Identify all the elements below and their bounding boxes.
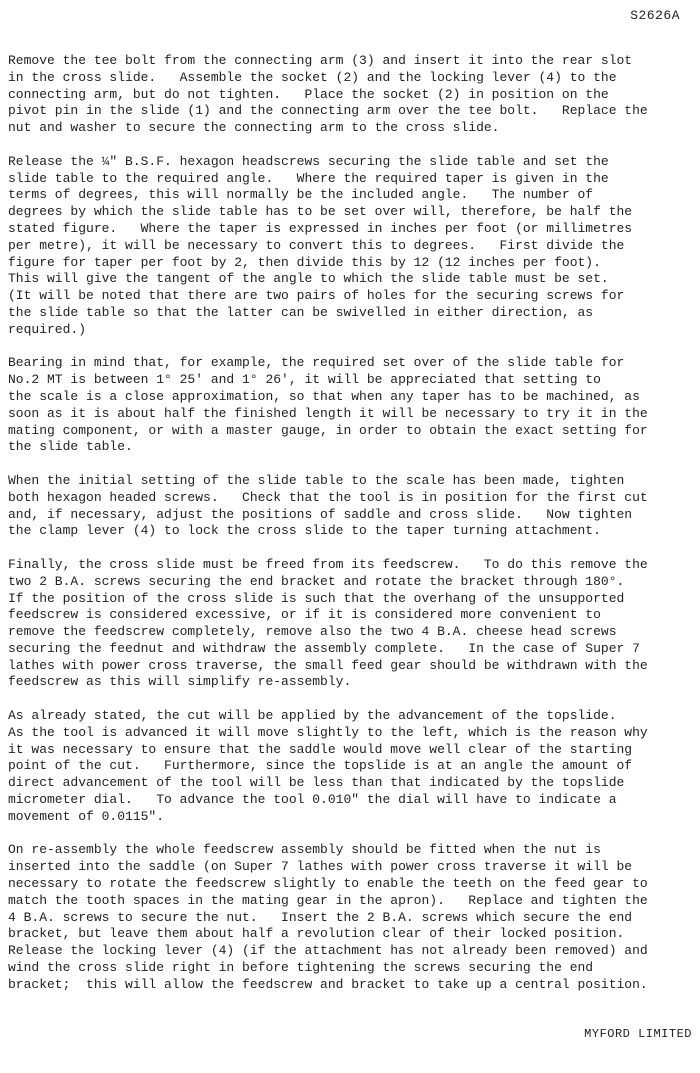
paragraph-2	[8, 154, 694, 339]
text-line: bracket; this will allow the feedscrew and bracket to take up a central position.	[8, 976, 648, 992]
text-line: Bearing in mind that, for example, the required set over of the slide table for	[8, 355, 625, 371]
text-line: point of the cut. Furthermore, since the topslide is at an angle the amount of	[8, 758, 633, 774]
paragraph-1	[8, 53, 694, 137]
document-reference: S2626A	[630, 8, 680, 23]
paragraph-5	[8, 557, 694, 691]
text-line: mating component, or with a master gauge, in order to obtain the exact setting for	[8, 422, 648, 438]
text-line: On re-assembly the whole feedscrew assembly should be fitted when the nut is	[8, 842, 601, 858]
text-line: direct advancement of the tool will be less than that indicated by the topslide	[8, 775, 625, 791]
text-line: connecting arm, but do not tighten. Place the socket (2) in position on the	[8, 86, 609, 102]
text-line: degrees by which the slide table has to be set over will, therefore, be half the	[8, 204, 633, 220]
text-line: remove the feedscrew completely, remove also the two 4 B.A. cheese head screws	[8, 624, 617, 640]
text-line: If the position of the cross slide is such that the overhang of the unsupported	[8, 590, 625, 606]
text-line: inserted into the saddle (on Super 7 lathes with power cross traverse it will be	[8, 859, 633, 875]
text-line: micrometer dial. To advance the tool 0.010" the dial will have to indicate a	[8, 792, 617, 808]
text-line: both hexagon headed screws. Check that the tool is in position for the first cut	[8, 489, 648, 505]
text-line: slide table to the required angle. Where the required taper is given in the	[8, 170, 609, 186]
text-line: feedscrew as this will simplify re-assembly.	[8, 674, 352, 690]
text-line: Release the ¼" B.S.F. hexagon headscrews securing the slide table and set the	[8, 153, 609, 169]
text-line: (It will be noted that there are two pairs of holes for the securing screws for	[8, 288, 625, 304]
paragraph-7	[8, 842, 694, 993]
text-line: 4 B.A. screws to secure the nut. Insert the 2 B.A. screws which secure the end	[8, 909, 633, 925]
text-line: wind the cross slide right in before tightening the screws securing the end	[8, 960, 594, 976]
text-line: figure for taper per foot by 2, then divide this by 12 (12 inches per foot).	[8, 254, 601, 270]
text-line: and, if necessary, adjust the positions of saddle and cross slide. Now tighten	[8, 506, 633, 522]
text-line: stated figure. Where the taper is expressed in inches per foot (or millimetres	[8, 220, 633, 236]
text-line: lathes with power cross traverse, the small feed gear should be withdrawn with the	[8, 657, 648, 673]
text-line: in the cross slide. Assemble the socket (2) and the locking lever (4) to the	[8, 69, 617, 85]
text-line: two 2 B.A. screws securing the end bracket and rotate the bracket through 180°.	[8, 573, 625, 589]
text-line: feedscrew is considered excessive, or if it is considered more convenient to	[8, 607, 601, 623]
paragraph-6	[8, 708, 694, 826]
text-line: This will give the tangent of the angle to which the slide table must be set.	[8, 271, 609, 287]
text-line: securing the feednut and withdraw the assembly complete. In the case of Super 7	[8, 640, 640, 656]
text-line: the scale is a close approximation, so that when any taper has to be machined, as	[8, 388, 640, 404]
text-line: necessary to rotate the feedscrew slightly to enable the teeth on the feed gear to	[8, 876, 648, 892]
text-line: the slide table.	[8, 439, 133, 455]
footer-company-name: MYFORD LIMITED	[584, 1027, 692, 1042]
text-line: soon as it is about half the finished length it will be necessary to try it in the	[8, 405, 648, 421]
text-line: As already stated, the cut will be applied by the advancement of the topslide.	[8, 708, 617, 724]
paragraph-4	[8, 473, 694, 540]
text-line: pivot pin in the slide (1) and the connecting arm over the tee bolt. Replace the	[8, 103, 648, 119]
document-body	[8, 53, 694, 1010]
text-line: movement of 0.0115".	[8, 808, 165, 824]
text-line: No.2 MT is between 1° 25' and 1° 26', it will be appreciated that setting to	[8, 372, 601, 388]
text-line: the clamp lever (4) to lock the cross slide to the taper turning attachment.	[8, 523, 601, 539]
text-line: bracket, but leave them about half a revolution clear of their locked position.	[8, 926, 625, 942]
text-line: per metre), it will be necessary to convert this to degrees. First divide the	[8, 237, 625, 253]
text-line: required.)	[8, 321, 87, 337]
text-line: When the initial setting of the slide table to the scale has been made, tighten	[8, 472, 625, 488]
text-line: match the tooth spaces in the mating gear in the apron). Replace and tighten the	[8, 892, 648, 908]
text-line: it was necessary to ensure that the saddle would move well clear of the starting	[8, 741, 633, 757]
text-line: Finally, the cross slide must be freed from its feedscrew. To do this remove the	[8, 556, 648, 572]
text-line: Remove the tee bolt from the connecting arm (3) and insert it into the rear slot	[8, 53, 633, 68]
text-line: nut and washer to secure the connecting arm to the cross slide.	[8, 120, 500, 136]
text-line: the slide table so that the latter can be swivelled in either direction, as	[8, 304, 594, 320]
paragraph-3	[8, 355, 694, 456]
text-line: Release the locking lever (4) (if the attachment has not already been removed) and	[8, 943, 648, 959]
text-line: terms of degrees, this will normally be the included angle. The number of	[8, 187, 594, 203]
text-line: As the tool is advanced it will move slightly to the left, which is the reason why	[8, 724, 648, 740]
